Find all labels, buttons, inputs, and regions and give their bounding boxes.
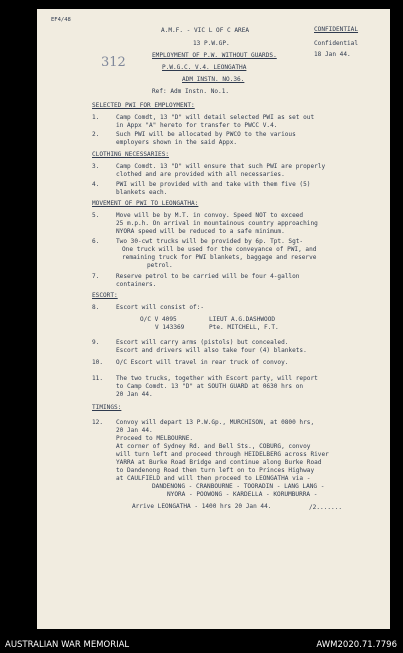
classification: CONFIDENTIAL (314, 26, 359, 33)
escort-row: V 143369 (155, 324, 185, 331)
footer-institution: AUSTRALIAN WAR MEMORIAL (5, 640, 130, 650)
escort-row: O/C V 4095 (140, 316, 177, 323)
header-line-4: P.W.G.C. V.4. LEONGATHA (162, 64, 247, 71)
header-line-5: ADM INSTN. NO.36. (182, 76, 245, 83)
escort-row-name: LIEUT A.G.DASHWOOD (209, 316, 276, 323)
header-line-3: EMPLOYMENT OF P.W. WITHOUT GUARDS. (152, 52, 277, 59)
section-heading-timings: TIMINGS: (92, 404, 122, 411)
section-heading-escort: ESCORT: (92, 292, 118, 299)
footer-accession-number: AWM2020.71.7796 (316, 640, 397, 650)
reference-line: Ref: Adm Instn. No.1. (152, 88, 230, 95)
document-ref-top: EF4/48 (51, 17, 71, 23)
archive-footer (0, 637, 403, 653)
classification-handwritten: Confidential (314, 40, 359, 47)
continued-marker: /2....... (309, 504, 343, 511)
section-heading-clothing: CLOTHING NECESSARIES: (92, 151, 170, 158)
section-heading-selected: SELECTED PWI FOR EMPLOYMENT: (92, 102, 195, 109)
section-heading-movement: MOVEMENT OF PWI TO LEONGATHA: (92, 200, 199, 207)
header-line-2: 13 P.W.GP. (193, 40, 230, 47)
stamp-number: 312 (101, 55, 126, 70)
header-line-1: A.M.F. - VIC L OF C AREA (161, 27, 250, 34)
document-date: 18 Jan 44. (314, 51, 351, 58)
document-page: EF4/48 A.M.F. - VIC L OF C AREA CONFIDENTIAL 13 P.W.GP. Confidential EMPLOYMENT OF P.W. WITHOUT GUARDS. 18 Jan 44. 312 P.W.G.C. V.4. LEONGATHA ADM INSTN. NO.36. Ref: Adm Instn. No.1. SELECTED PWI FOR EMPLOYMENT: 1. Camp Comdt, 13 "D" will detail selected PWI as set out in Appx "A" hereto for transfer to PWCC V.4. 2. Such PWI will be allocated by PWCO to the various employers shown in the said Appx. CLOTHING NECESSARIES: 3. Camp Comdt. 13 "D" will ensure that such PWI are properly clothed and are provided with all necessaries. 4. PWI will be provided with and take with them five (5) blankets each. MOVEMENT OF PWI TO LEONGATHA: 5. Move will be by M.T. in convoy. Speed NOT to exceed 25 m.p.h. On arrival in mountainous country approaching NYORA speed will be reduced to a safe minimum. 6. Two 30-cwt trucks will be provided by 6p. Tpt. Sgt- One truck will be used for the conveyance of PWI, and remaining truck for PWI blankets, baggage and reserve petrol. 7. Reserve petrol to be carried will be four 4-gallon containers. ESCORT: 8. Escort will consist of:- O/C V 4095 LIEUT A.G.DASHWOOD V 143369 Pte. MITCHELL, F.T. 9. Escort will carry arms (pistols) but concealed. Escort and drivers will also take four (4) blankets. 10. O/C Escort will travel in rear truck of convoy. 11. The two trucks, together with Escort party, will report to Camp Comdt. 13 "D" at SOUTH GUARD at 0630 hrs on 20 Jan 44. TIMINGS: 12. Convoy will depart 13 P.W.Gp., MURCHISON, at 0800 hrs, 20 Jan 44. Proceed to MELBOURNE. At corner of Sydney Rd. and Bell Sts., COBURG, convoy will turn left and proceed through HEIDELBERG across River YARRA at Burke Road Bridge and continue along Burke Road to Dandenong Road then turn left on to Princes Highway at CAULFIELD and will then proceed to LEONGATHA via - DANDENONG - CRANBOURNE - TOORADIN - LANG LANG - NYORA - POOWONG - KARDELLA - KORUMBURRA - Arrive LEONGATHA - 1400 hrs 20 Jan 44. /2....... (37, 9, 390, 629)
escort-row-name: Pte. MITCHELL, F.T. (209, 324, 279, 331)
